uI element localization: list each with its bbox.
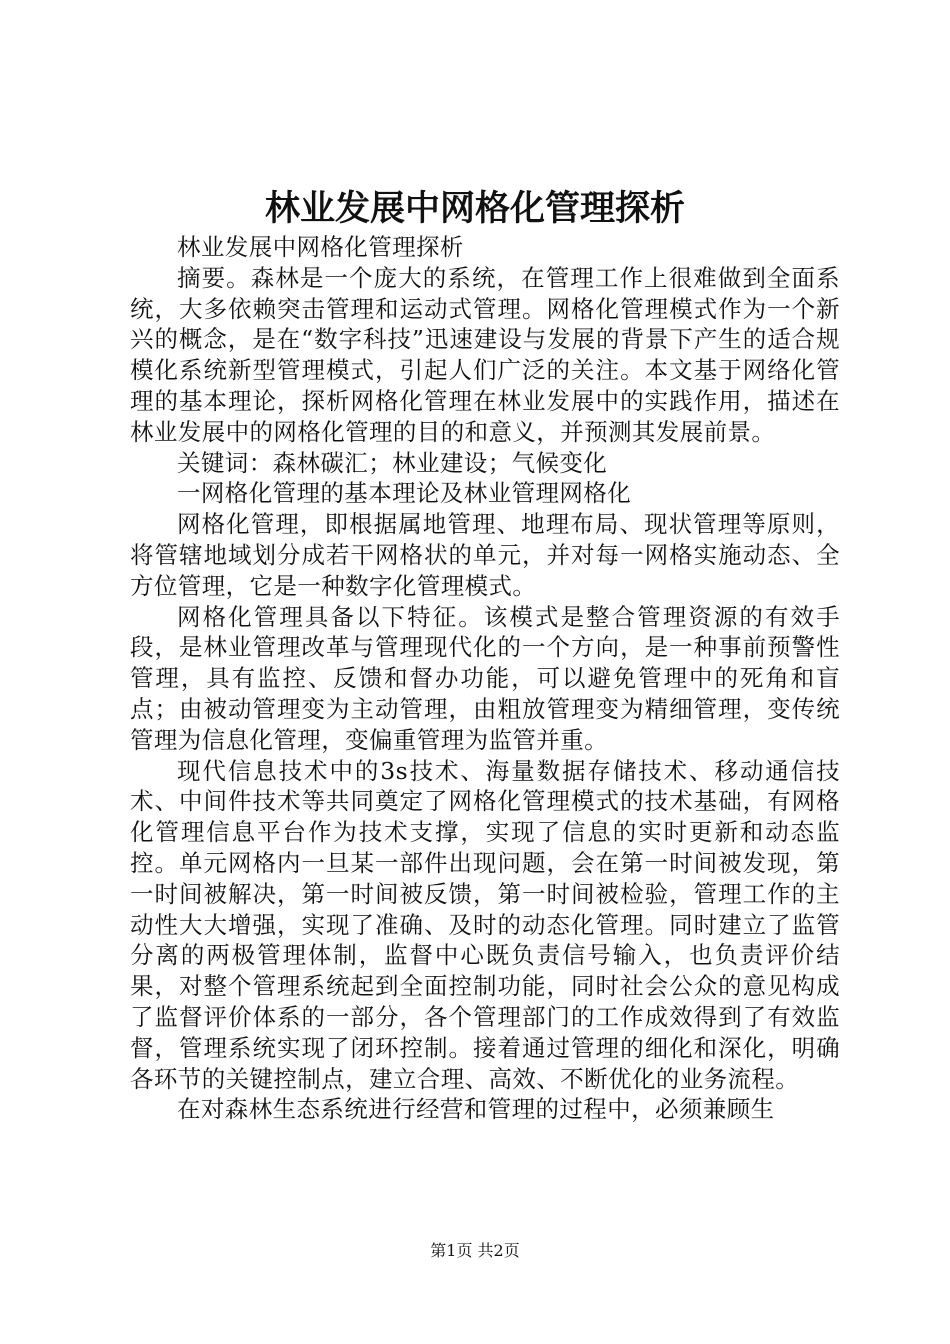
section-heading: 一网格化管理的基本理论及林业管理网格化 <box>177 479 632 508</box>
subtitle-paragraph: 林业发展中网格化管理探析 <box>177 233 464 261</box>
keywords-paragraph: 关键词：森林碳汇；林业建设；气候变化 <box>177 448 608 477</box>
document-title: 林业发展中网格化管理探析 <box>264 188 685 229</box>
abstract-paragraph: 摘要。森林是一个庞大的系统，在管理工作上很难做到全面系统，大多依赖突击管理和运动式管理。网格化管理模式作为一个新兴的概念，是在“数字科技”迅速建设与发展的背景下产生的适合规模化系统新型管理模式，引起人们广泛的关注。本文基于网络化管理的基本理论，探析网格化管理在林业发展中的实践作用，描述在林业发展中的网格化管理的目的和意义，并预测其发展前景。 <box>130 263 840 446</box>
body-paragraph: 网格化管理具备以下特征。该模式是整合管理资源的有效手段，是林业管理改革与管理现代化的一个方向，是一种事前预警性管理，具有监控、反馈和督办功能，可以避免管理中的死角和盲点；由被动管理变为主动管理，由粗放管理变为精细管理，变传统管理为信息化管理，变偏重管理为监管并重。 <box>130 602 840 754</box>
document-body <box>130 232 840 1125</box>
page-number-footer: 第1页 共2页 <box>430 1241 520 1260</box>
body-paragraph: 网格化管理，即根据属地管理、地理布局、现状管理等原则，将管辖地域划分成若干网格状的单元，并对每一网格实施动态、全方位管理，它是一种数字化管理模式。 <box>130 510 840 600</box>
body-paragraph: 现代信息技术中的3s技术、海量数据存储技术、移动通信技术、中间件技术等共同奠定了网格化管理模式的技术基础，有网格化管理信息平台作为技术支撑，实现了信息的实时更新和动态监控。单元网格内一旦某一部件出现问题，会在第一时间被发现，第一时间被解决，第一时间被反馈，第一时间被检验，管理工作的主动性大大增强，实现了准确、及时的动态化管理。同时建立了监管分离的两极管理体制，监督中心既负责信号输入，也负责评价结果，对整个管理系统起到全面控制功能，同时社会公众的意见构成了监督评价体系的一部分，各个管理部门的工作成效得到了有效监督，管理系统实现了闭环控制。接着通过管理的细化和深化，明确各环节的关键控制点，建立合理、高效、不断优化的业务流程。 <box>130 756 840 1093</box>
body-paragraph: 在对森林生态系统进行经营和管理的过程中，必须兼顾生 <box>177 1095 775 1124</box>
